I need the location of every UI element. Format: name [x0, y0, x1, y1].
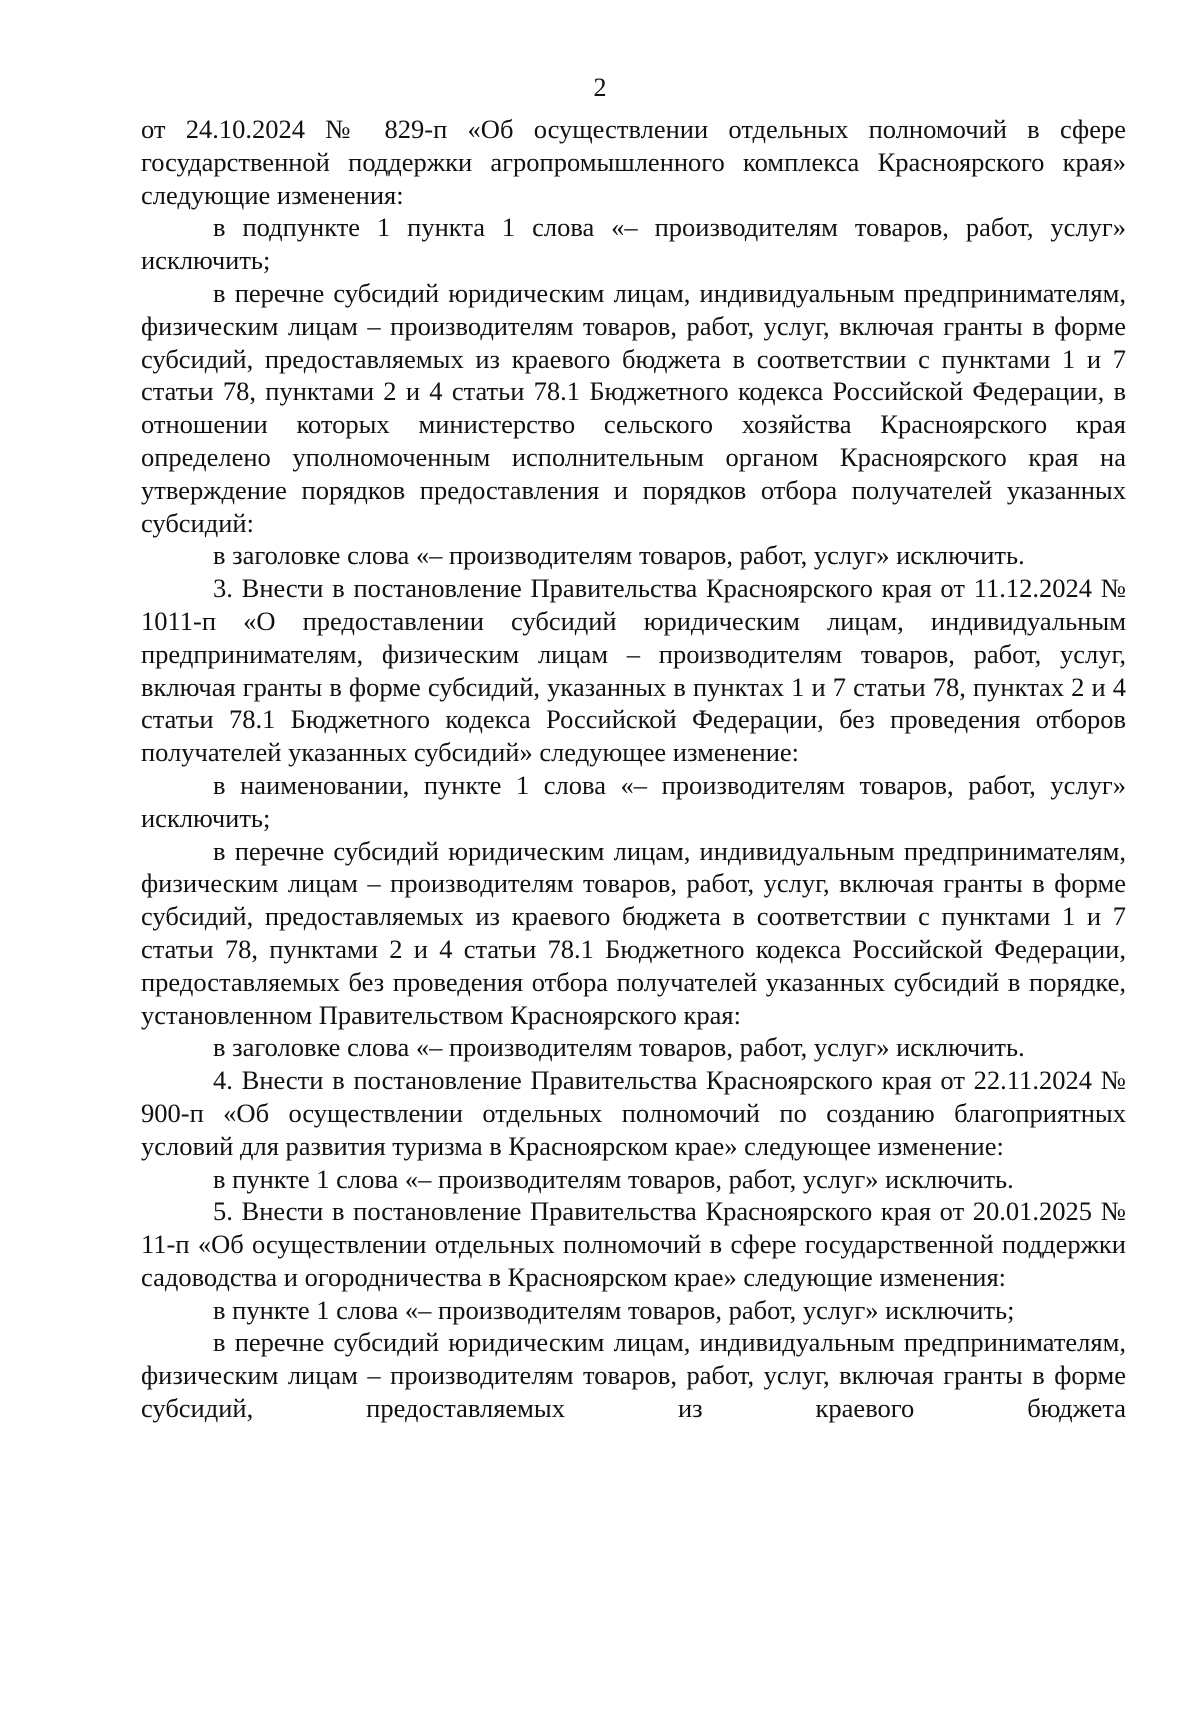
paragraph: в перечне субсидий юридическим лицам, индивидуальным предпринимателям, физическим лицам – производителям товаров, работ, услуг, включая гранты в форме субсидий, предоставляемых из краевого бюджета — [141, 1327, 1126, 1424]
paragraph: в заголовке слова «– производителям товаров, работ, услуг» исключить. — [213, 540, 1025, 571]
paragraph: в перечне субсидий юридическим лицам, индивидуальным предпринимателям, физическим лицам – производителям товаров, работ, услуг, включая гранты в форме субсидий, предоставляемых из краевого бюджета в соответствии с пунктами 1 и 7 статьи 78, пунктами 2 и 4 статьи 78.1 Бюджетного кодекса Российской Федерации, в отношении которых министерство сельского хозяйства Красноярского края определено уполномоченным исполнительным органом Красноярского края на утверждение порядков предоставления и порядков отбора получателей указанных субсидий: — [141, 277, 1126, 538]
paragraph: в пункте 1 слова «– производителям товаров, работ, услуг» исключить. — [213, 1163, 1014, 1194]
page-number: 2 — [593, 73, 607, 102]
paragraph-item-5: 5. Внести в постановление Правительства Красноярского края от 20.01.2025 № 11-п «Об осуществлении отдельных полномочий в сфере государственной поддержки садоводства и огородничества в Красноярском крае» следующие изменения: — [141, 1196, 1126, 1292]
paragraph: в пункте 1 слова «– производителям товаров, работ, услуг» исключить; — [213, 1294, 1015, 1325]
paragraph: в перечне субсидий юридическим лицам, индивидуальным предпринимателям, физическим лицам – производителям товаров, работ, услуг, включая гранты в форме субсидий, предоставляемых из краевого бюджета в соответствии с пунктами 1 и 7 статьи 78, пунктами 2 и 4 статьи 78.1 Бюджетного кодекса Российской Федерации, предоставляемых без проведения отбора получателей указанных субсидий в порядке, установленном Правительством Красноярского края: — [141, 835, 1126, 1030]
paragraph-continuation: от 24.10.2024 № 829-п «Об осуществлении отдельных полномочий в сфере государственной поддержки агропромышленного комплекса Красноярского края» следующие изменения: — [141, 114, 1126, 210]
paragraph-item-3: 3. Внести в постановление Правительства Красноярского края от 11.12.2024 № 1011-п «О предоставлении субсидий юридическим лицам, индивидуальным предпринимателям, физическим лицам – производителям товаров, работ, услуг, включая гранты в форме субсидий, указанных в пунктах 1 и 7 статьи 78, пунктах 2 и 4 статьи 78.1 Бюджетного кодекса Российской Федерации, без проведения отборов получателей указанных субсидий» следующее изменение: — [141, 573, 1126, 768]
paragraph: в подпункте 1 пункта 1 слова «– производителям товаров, работ, услуг» исключить; — [141, 212, 1126, 276]
document-body — [141, 113, 1126, 1425]
paragraph: в наименовании, пункте 1 слова «– производителям товаров, работ, услуг» исключить; — [141, 769, 1126, 833]
paragraph-item-4: 4. Внести в постановление Правительства Красноярского края от 22.11.2024 № 900-п «Об осуществлении отдельных полномочий по созданию благоприятных условий для развития туризма в Красноярском крае» следующее изменение: — [141, 1065, 1126, 1161]
paragraph: в заголовке слова «– производителям товаров, работ, услуг» исключить. — [213, 1032, 1025, 1063]
